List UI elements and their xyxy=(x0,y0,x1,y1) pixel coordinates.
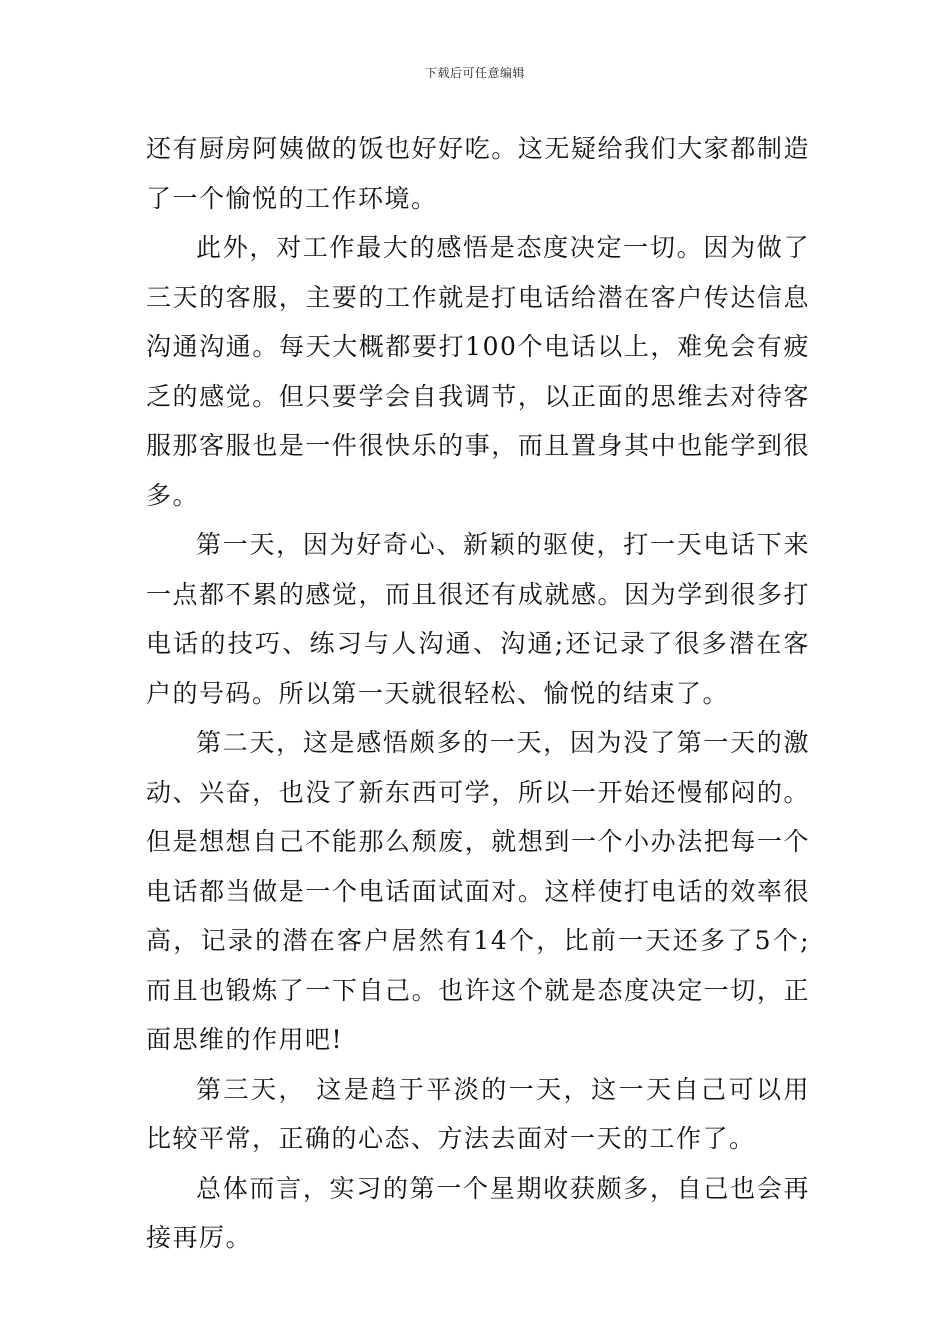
paragraph-6: 总体而言，实习的第一个星期收获颇多，自己也会再接再厉。 xyxy=(146,1173,810,1252)
paragraph-1: 还有厨房阿姨做的饭也好好吃。这无疑给我们大家都制造了一个愉悦的工作环境。 xyxy=(146,134,810,213)
paragraph-2: 此外，对工作最大的感悟是态度决定一切。因为做了三天的客服，主要的工作就是打电话给潜在客户传达信息沟通沟通。每天大概都要打100个电话以上，难免会有疲乏的感觉。但只要学会自我调节，以正面的思维去对待客服那客服也是一件很快乐的事，而且置身其中也能学到很多。 xyxy=(146,233,810,510)
header-note: 下载后可任意编辑 xyxy=(424,66,525,80)
paragraph-3: 第一天，因为好奇心、新颖的驱使，打一天电话下来一点都不累的感觉，而且很还有成就感。因为学到很多打电话的技巧、练习与人沟通、沟通;还记录了很多潜在客户的号码。所以第一天就很轻松、愉悦的结束了。 xyxy=(146,530,810,708)
paragraph-4: 第二天，这是感悟颇多的一天，因为没了第一天的激动、兴奋，也没了新东西可学，所以一开始还慢郁闷的。但是想想自己不能那么颓废，就想到一个小办法把每一个电话都当做是一个电话面试面对。这样使打电话的效率很高，记录的潜在客户居然有14个，比前一天还多了5个;而且也锻炼了一下自己。也许这个就是态度决定一切，正面思维的作用吧! xyxy=(146,728,810,1054)
paragraph-5: 第三天， 这是趋于平淡的一天，这一天自己可以用比较平常，正确的心态、方法去面对一天的工作了。 xyxy=(146,1074,810,1153)
document-body xyxy=(146,124,810,1263)
